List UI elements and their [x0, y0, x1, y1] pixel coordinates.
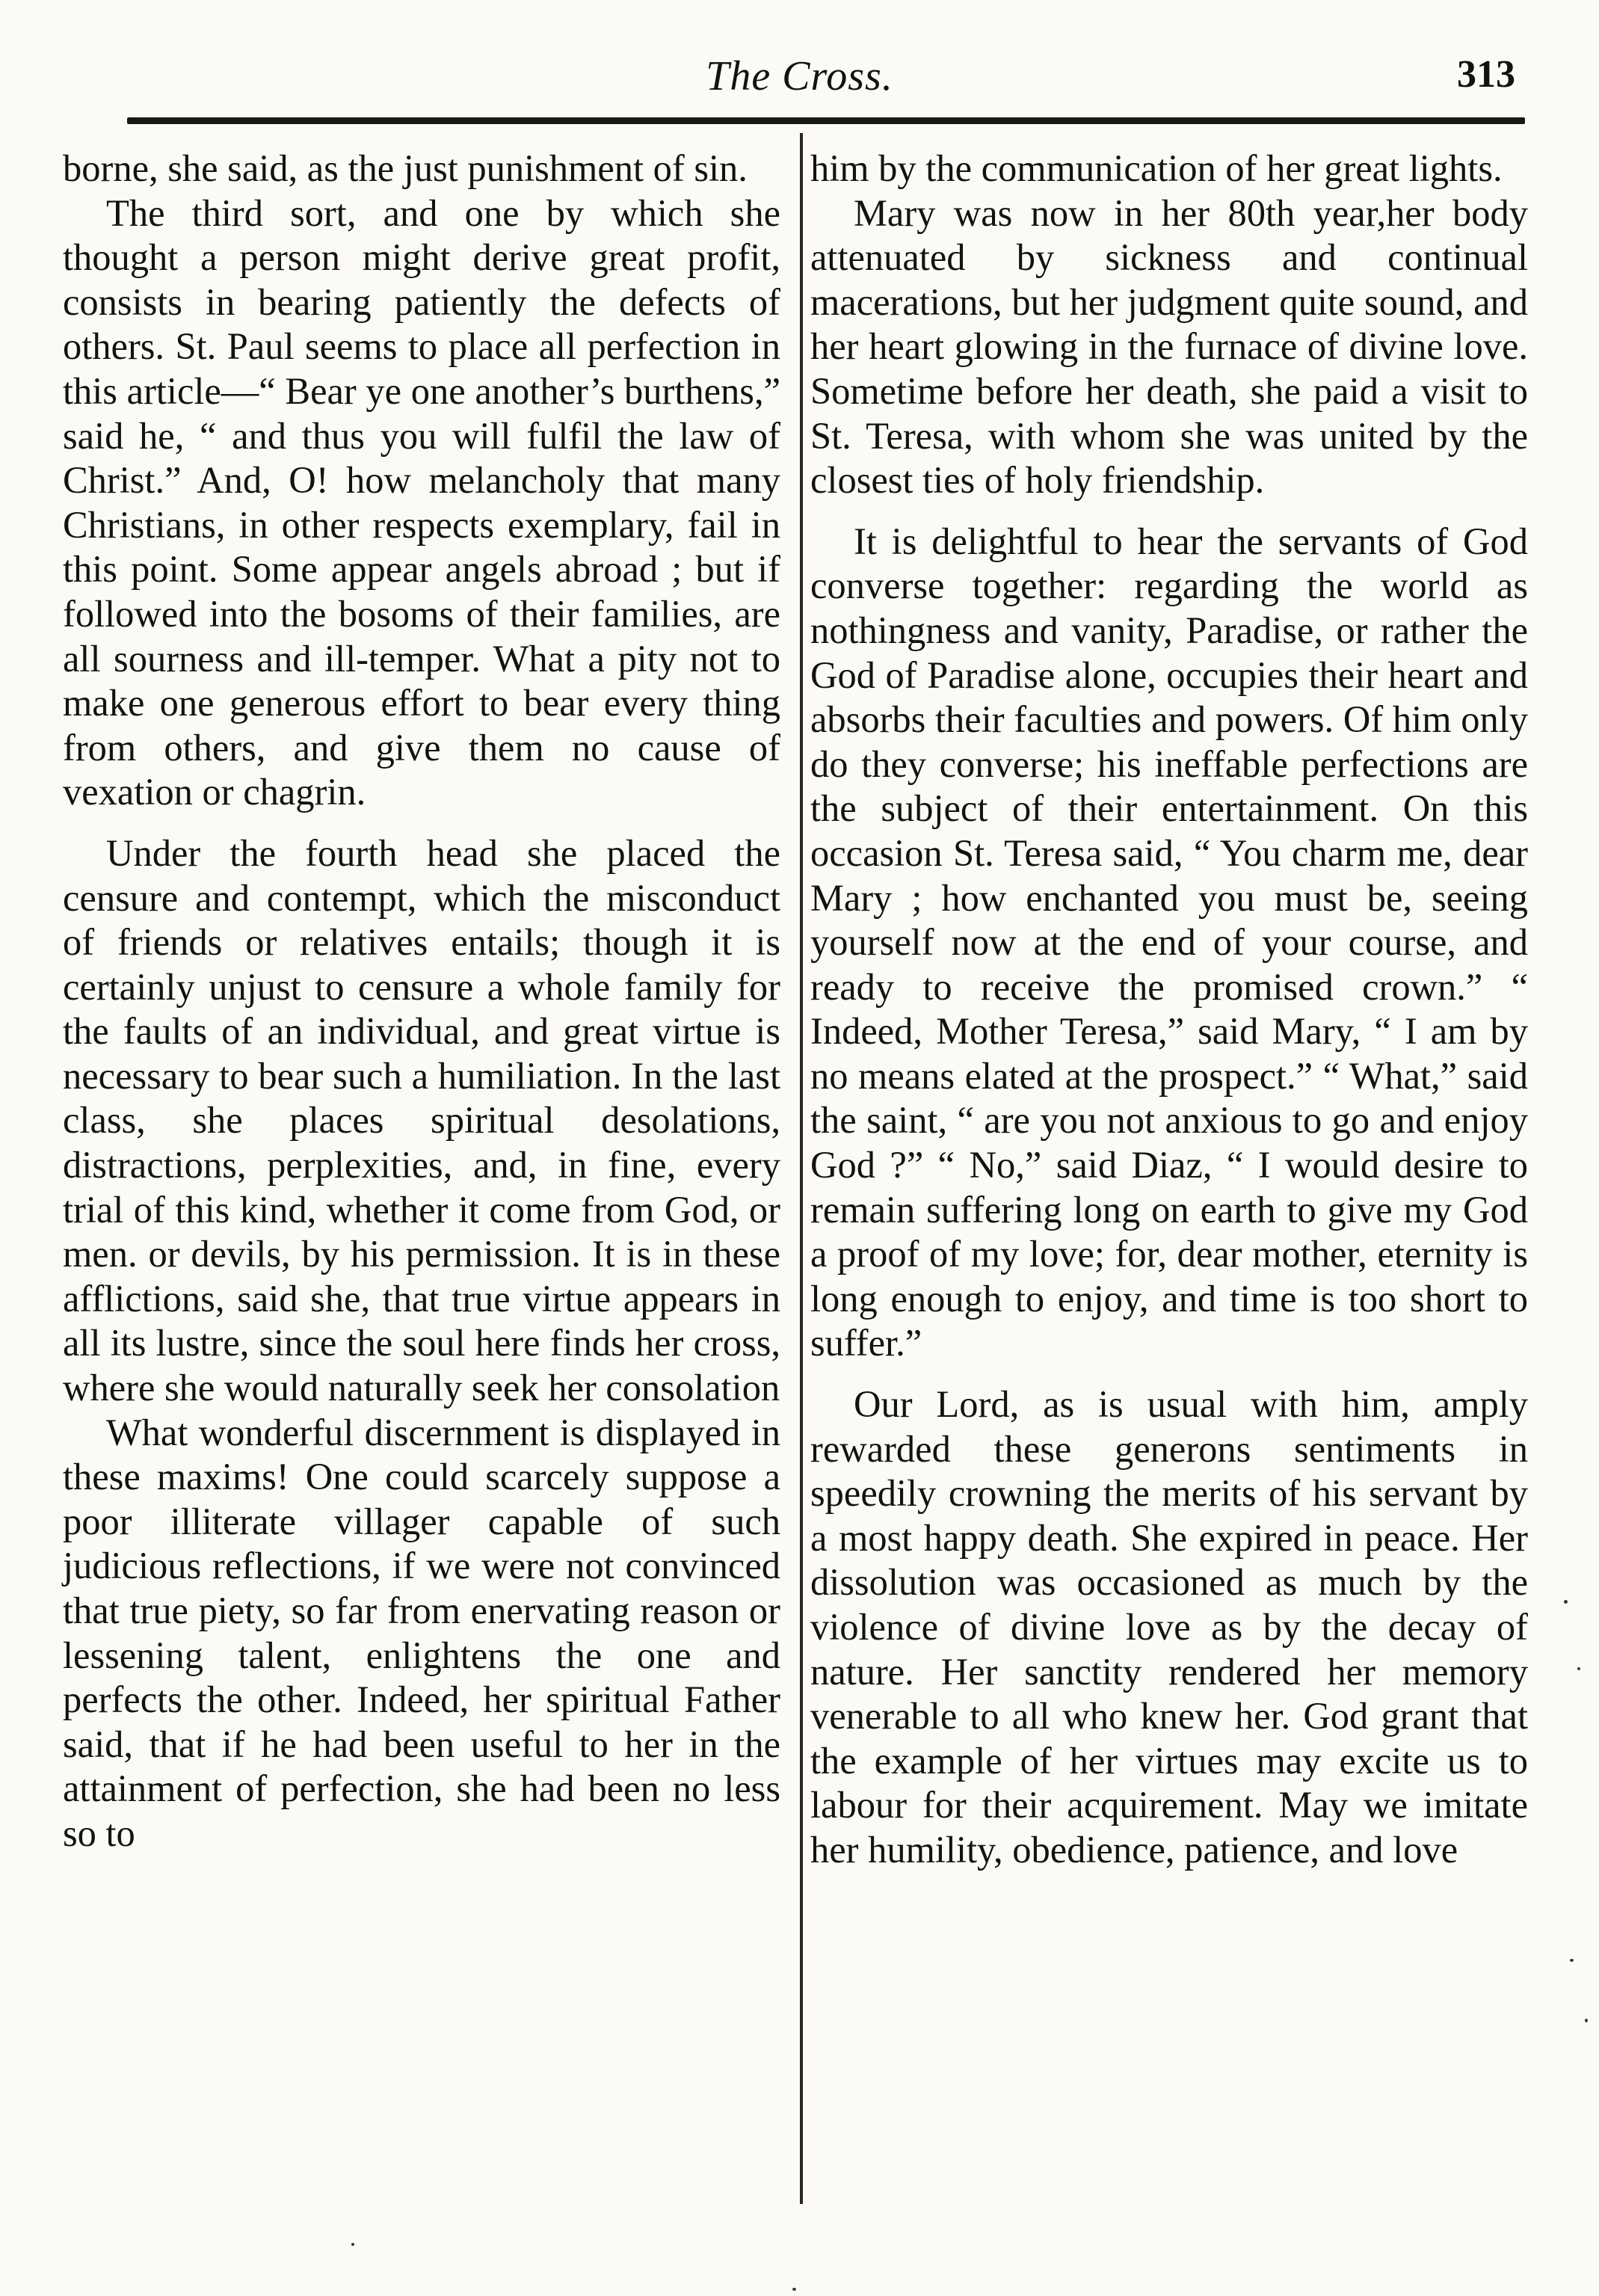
header-rule — [127, 117, 1525, 124]
right-column — [810, 147, 1528, 1873]
left-column — [63, 147, 780, 1856]
paragraph: The third sort, and one by which she thought a person might derive great profit, consists in bearing patiently the defects of others. St. Paul seems to place all perfection in this article—“ Bear ye one another’s burthens,” said he, “ and thus you will fulfil the law of Christ.” And, O! how melancholy that many Christians, in other respects exemplary, fail in this point. Some appear angels abroad ; but if followed into the bosoms of their families, are all sourness and ill-temper. What a pity not to make one generous effort to bear every thing from others, and give them no cause of vexation or chagrin. — [63, 191, 780, 813]
column-divider — [800, 133, 803, 2204]
page-number: 313 — [1457, 53, 1515, 96]
paragraph: borne, she said, as the just punishment of sin. — [63, 147, 748, 189]
print-speck — [792, 2288, 796, 2291]
running-title: The Cross. — [706, 53, 893, 99]
paragraph: Mary was now in her 80th year,her body attenuated by sickness and continual macerations, but her judgment quite sound, and her heart glowing in the furnace of divine love. Sometime before her death, she paid a visit to St. Teresa, with whom she was united by the closest ties of holy friendship. — [810, 191, 1528, 502]
print-speck — [351, 2243, 354, 2246]
print-speck — [1570, 1959, 1574, 1962]
paragraph: him by the communication of her great lights. — [810, 147, 1503, 189]
paragraph: What wonderful discernment is displayed in these maxims! One could scarcely suppose a poor illiterate villager capable of such judicious reflections, if we were not convinced that true piety, so far from enervating reason or lessening talent, enlightens the one and perfects the other. Indeed, her spiritual Father said, that if he had been useful to her in the attainment of perfection, she had been no less so to — [63, 1411, 780, 1854]
paragraph: Under the fourth head she placed the censure and contempt, which the misconduct of friends or relatives entails; though it is certainly unjust to censure a whole family for the faults of an individual, and great virtue is necessary to bear such a humiliation. In the last class, she places spiritual desolations, distractions, perplexities, and, in fine, every trial of this kind, whether it come from God, or men. or devils, by his permission. It is in these afflictions, said she, that true virtue appears in all its lustre, since the soul here finds her cross, where she would naturally seek her consolation — [63, 831, 780, 1409]
print-speck — [1577, 1667, 1580, 1670]
paragraph: It is delightful to hear the servants of God converse together: regarding the world as nothingness and vanity, Paradise, or rather the God of Paradise alone, occupies their heart and absorbs their faculties and powers. Of him only do they converse; his ineffable perfections are the subject of their entertainment. On this occasion St. Teresa said, “ You charm me, dear Mary ; how enchanted you must be, seeing yourself now at the end of your course, and ready to receive the promised crown.” “ Indeed, Mother Teresa,” said Mary, “ I am by no means elated at the prospect.” “ What,” said the saint, “ are you not anxious to go and enjoy God ?” “ No,” said Diaz, “ I would desire to remain suffering long on earth to give my God a proof of my love; for, dear mother, eternity is long enough to enjoy, and time is too short to suffer.” — [810, 520, 1528, 1364]
paragraph: Our Lord, as is usual with him, amply rewarded these generons sentiments in speedily crowning the merits of his servant by a most happy death. She expired in peace. Her dissolution was occasioned as much by the violence of divine love as by the decay of nature. Her sanctity rendered her memory venerable to all who knew her. God grant that the example of her virtues may excite us to labour for their acquirement. May we imitate her humility, obedience, patience, and love — [810, 1383, 1528, 1871]
running-header — [0, 52, 1599, 112]
print-speck — [1585, 2019, 1588, 2022]
print-speck — [1564, 1600, 1568, 1604]
